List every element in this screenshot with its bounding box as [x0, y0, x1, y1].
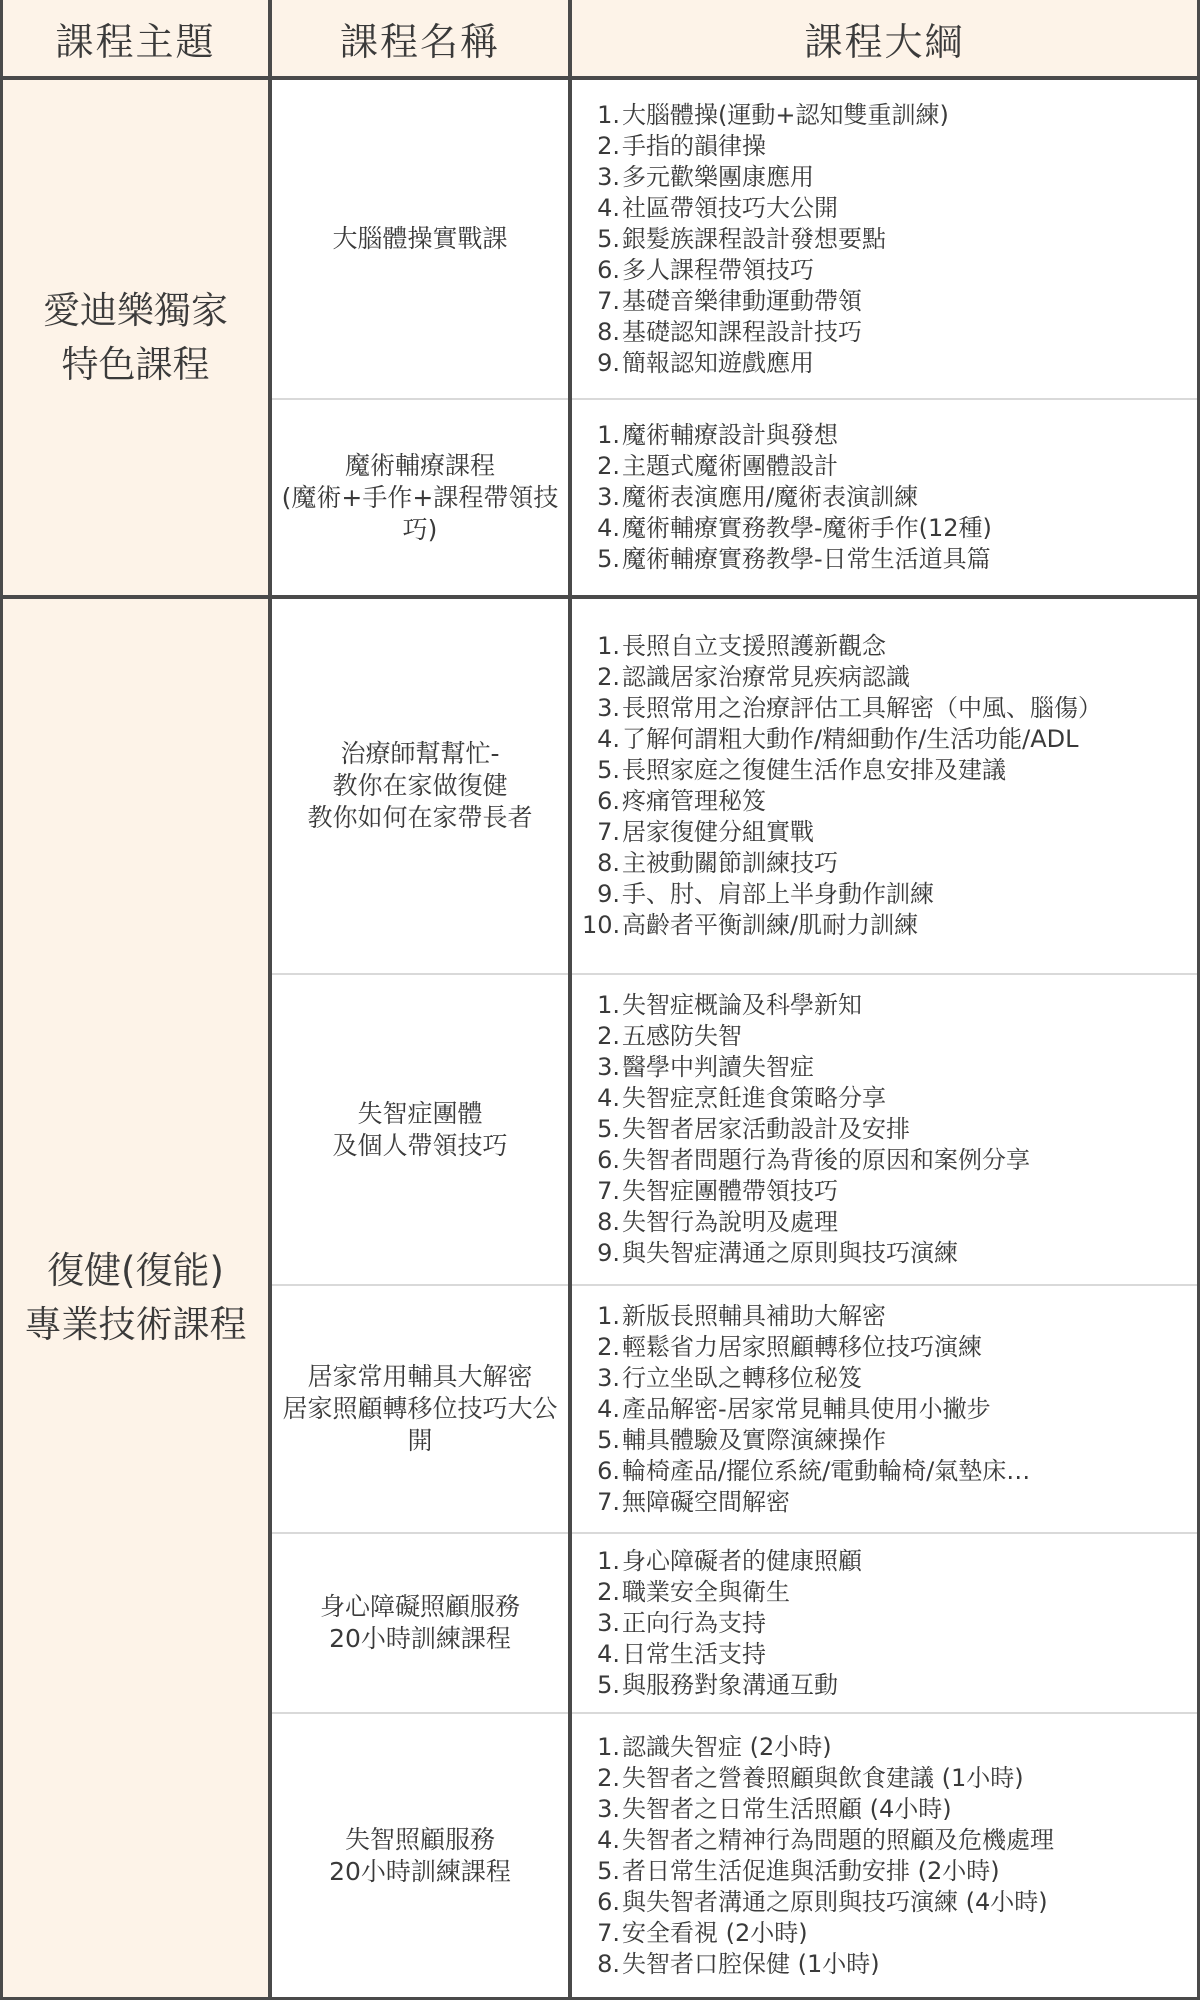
course-outline-assistive-devices: [572, 1286, 1197, 1534]
outline-item: 2. 手指的韻律操: [597, 131, 766, 160]
course-name-brain-gym: [272, 80, 568, 400]
course-name-dementia-group: [272, 975, 568, 1286]
header-name: 課程名稱: [272, 0, 568, 76]
course-outline-home-rehab: [572, 599, 1197, 975]
course-name-line: 居家常用輔具大解密: [307, 1362, 533, 1391]
outline-item: 7. 安全看視 (2小時): [597, 1918, 808, 1947]
course-name-line: 失智症團體: [357, 1098, 483, 1128]
outline-item: 3. 醫學中判讀失智症: [597, 1053, 814, 1081]
course-name-disability-care: [272, 1534, 568, 1714]
outline-item: 4. 了解何謂粗大動作/精細動作/生活功能/ADL: [597, 725, 1079, 753]
outline-item: 1. 失智症概論及科學新知: [597, 991, 862, 1019]
outline-item: 4. 魔術輔療實務教學-魔術手作(12種): [597, 514, 992, 542]
outline-item: 4. 日常生活支持: [597, 1639, 766, 1668]
course-name-line: 身心障礙照顧服務: [319, 1592, 520, 1621]
outline-item: 5. 輔具體驗及實際演練操作: [597, 1425, 886, 1454]
course-outline-dementia-group: [572, 975, 1197, 1286]
outline-item: 6. 與失智者溝通之原則與技巧演練 (4小時): [597, 1887, 1048, 1916]
outline-item: 7. 居家復健分組實戰: [597, 818, 814, 846]
outline-item: 1. 認識失智症 (2小時): [597, 1732, 832, 1761]
theme-exclusive-courses: [3, 80, 268, 595]
course-name-line: 20小時訓練課程: [329, 1856, 511, 1886]
outline-item: 9. 簡報認知遊戲應用: [597, 348, 814, 377]
theme-line: 特色課程: [61, 342, 210, 386]
outline-item: 1. 魔術輔療設計與發想: [597, 421, 838, 449]
outline-item: 2. 認識居家治療常見疾病認識: [597, 663, 910, 691]
outline-item: 8. 主被動關節訓練技巧: [597, 849, 838, 877]
outline-item: 5. 魔術輔療實務教學-日常生活道具篇: [597, 545, 991, 573]
outline-item: 3. 多元歡樂團康應用: [597, 162, 814, 191]
outline-item: 1. 身心障礙者的健康照顧: [597, 1546, 862, 1575]
outline-item: 7. 失智症團體帶領技巧: [597, 1177, 838, 1205]
course-name-line: 魔術輔療課程: [344, 450, 495, 480]
header-theme: 課程主題: [3, 0, 268, 76]
outline-item: 5. 與服務對象溝通互動: [597, 1670, 838, 1699]
course-name-dementia-care: [272, 1714, 568, 1997]
course-name-line: 大腦體操實戰課: [332, 224, 508, 253]
outline-item: 8. 基礎認知課程設計技巧: [597, 317, 862, 346]
course-name-line: 及個人帶領技巧: [332, 1130, 508, 1160]
outline-item: 3. 失智者之日常生活照顧 (4小時): [597, 1794, 952, 1823]
theme-line: 愛迪樂獨家: [43, 288, 228, 332]
outline-item: 4. 社區帶領技巧大公開: [597, 193, 838, 222]
outline-item: 6. 失智者問題行為背後的原因和案例分享: [597, 1146, 1030, 1174]
course-outline-dementia-care: [572, 1714, 1197, 1997]
outline-item: 8. 失智者口腔保健 (1小時): [597, 1949, 880, 1978]
course-name-line: (魔術+手作+課程帶領技巧): [281, 482, 559, 544]
course-name-line: 教你在家做復健: [332, 771, 508, 800]
outline-item: 7. 無障礙空間解密: [597, 1487, 790, 1516]
outline-item: 9. 手、肘、肩部上半身動作訓練: [597, 880, 934, 908]
theme-line: 專業技術課程: [24, 1303, 247, 1346]
outline-item: 5. 者日常生活促進與活動安排 (2小時): [597, 1856, 1000, 1885]
outline-item: 4. 失智症烹飪進食策略分享: [597, 1084, 886, 1112]
outline-item: 9. 與失智症溝通之原則與技巧演練: [597, 1239, 958, 1267]
course-outline-disability-care: [572, 1534, 1197, 1714]
outline-item: 3. 長照常用之治療評估工具解密（中風、腦傷）: [597, 694, 1102, 722]
outline-item: 7. 基礎音樂律動運動帶領: [597, 286, 862, 315]
course-name-line: 失智照顧服務: [344, 1824, 495, 1854]
theme-line: 復健(復能): [47, 1249, 224, 1292]
course-name-magic-therapy: [272, 400, 568, 595]
outline-item: 4. 失智者之精神行為問題的照顧及危機處理: [597, 1825, 1054, 1854]
outline-item: 5. 銀髮族課程設計發想要點: [597, 224, 886, 253]
outline-item: 1. 長照自立支援照護新觀念: [597, 632, 886, 660]
outline-item: 2. 職業安全與衛生: [597, 1577, 790, 1606]
header-outline: 課程大綱: [572, 0, 1197, 76]
theme-rehab-courses: [3, 599, 268, 1997]
outline-item: 3. 魔術表演應用/魔術表演訓練: [597, 483, 919, 511]
course-outline-magic-therapy: [572, 400, 1197, 595]
course-name-assistive-devices: [272, 1286, 568, 1534]
outline-item: 3. 行立坐臥之轉移位秘笈: [597, 1363, 862, 1392]
outline-item: 4. 產品解密-居家常見輔具使用小撇步: [597, 1394, 991, 1423]
outline-item: 2. 失智者之營養照顧與飲食建議 (1小時): [597, 1763, 1024, 1792]
outline-item: 1. 大腦體操(運動+認知雙重訓練): [597, 100, 949, 129]
outline-item: 6. 多人課程帶領技巧: [597, 255, 814, 284]
outline-item: 5. 失智者居家活動設計及安排: [597, 1115, 910, 1143]
course-outline-brain-gym: [572, 80, 1197, 400]
outline-item: 2. 五感防失智: [597, 1022, 742, 1050]
course-name-line: 20小時訓練課程: [329, 1624, 511, 1653]
course-name-line: 居家照顧轉移位技巧大公開: [282, 1394, 558, 1455]
outline-item: 5. 長照家庭之復健生活作息安排及建議: [597, 756, 1006, 784]
outline-item: 6. 輪椅產品/擺位系統/電動輪椅/氣墊床…: [597, 1456, 1031, 1485]
outline-item: 8. 失智行為說明及處理: [597, 1208, 838, 1236]
outline-item: 3. 正向行為支持: [597, 1608, 766, 1637]
course-name-home-rehab: [272, 599, 568, 975]
outline-item: 10. 高齡者平衡訓練/肌耐力訓練: [582, 911, 919, 939]
outline-item: 2. 主題式魔術團體設計: [597, 452, 838, 480]
course-name-line: 治療師幫幫忙-: [340, 739, 500, 768]
course-name-line: 教你如何在家帶長者: [307, 803, 533, 832]
outline-item: 1. 新版長照輔具補助大解密: [597, 1301, 886, 1330]
outline-item: 2. 輕鬆省力居家照顧轉移位技巧演練: [597, 1332, 982, 1361]
outline-item: 6. 疼痛管理秘笈: [597, 787, 766, 815]
